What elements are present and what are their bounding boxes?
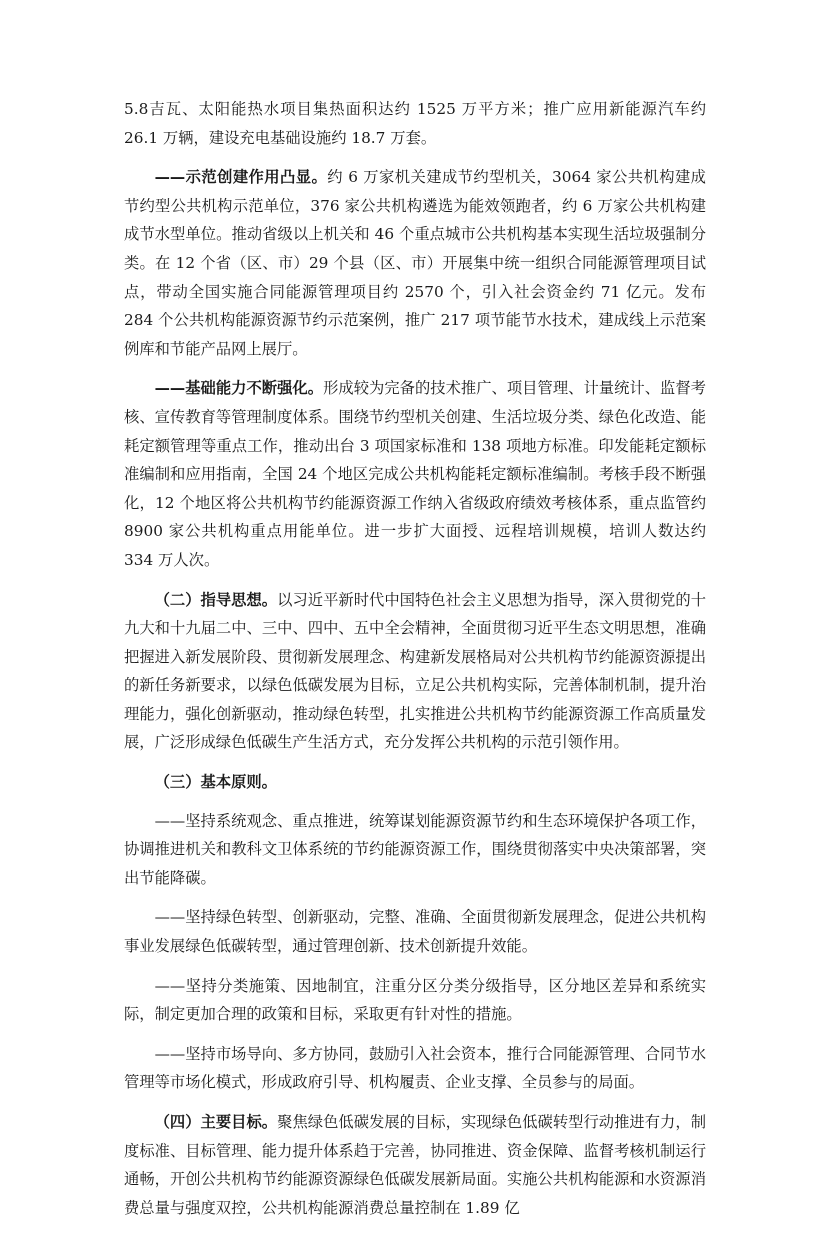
paragraph-lead: （四）主要目标。 <box>154 1113 278 1131</box>
paragraph-text: 聚焦绿色低碳发展的目标，实现绿色低碳转型行动推进有力，制度标准、目标管理、能力提升体系趋于完善，协同推进、资金保障、监督考核机制运行通畅，开创公共机构节约能源资源绿色低碳发展新局面。实施公共机构能源和水资源消费总量与强度双控，公共机构能源消费总量控制在 1.89 亿 <box>124 1113 706 1217</box>
document-body <box>124 95 706 1233</box>
paragraph-text: 约 6 万家机关建成节约型机关，3064 家公共机构建成节约型公共机构示范单位，376 家公共机构遴选为能效领跑者，约 6 万家公共机构建成节水型单位。推动省级以上机关和 46 个重点城市公共机构基本实现生活垃圾强制分类。在 12 个省（区、市）29 个县（区、市）开展集中统一组织合同能源管理项目试点，带动全国实施合同能源管理项目约 2570 个，引入社会资金约 71 亿元。发布 284 个公共机构能源资源节约示范案例，推广 217 项节能节水技术，建成线上示范案例库和节能产品网上展厅。 <box>124 168 706 358</box>
paragraph-text: 形成较为完备的技术推广、项目管理、计量统计、监督考核、宣传教育等管理制度体系。围绕节约型机关创建、生活垃圾分类、绿色化改造、能耗定额管理等重点工作，推动出台 3 项国家标准和 138 项地方标准。印发能耗定额标准编制和应用指南，全国 24 个地区完成公共机构能耗定额标准编制。考核手段不断强化，12 个地区将公共机构节约能源资源工作纳入省级政府绩效考核体系，重点监管约 8900 家公共机构重点用能单位。进一步扩大面授、远程培训规模，培训人数达约 334 万人次。 <box>124 379 706 569</box>
paragraph-principle-systematic <box>124 807 706 893</box>
paragraph-demonstration <box>124 163 706 363</box>
paragraph-principle-classified <box>124 972 706 1029</box>
paragraph-lead: ——示范创建作用凸显。 <box>154 168 328 187</box>
section-heading-basic-principles <box>124 768 706 797</box>
paragraph-lead: （二）指导思想。 <box>154 590 278 609</box>
paragraph-main-goals <box>124 1108 706 1222</box>
paragraph-guiding-ideology <box>124 586 706 758</box>
paragraph-text: ——坚持分类施策、因地制宜，注重分区分类分级指导，区分地区差异和系统实际，制定更加合理的政策和目标，采取更有针对性的措施。 <box>124 976 706 1024</box>
paragraph-renewable-figures <box>124 95 706 152</box>
paragraph-text: 5.8吉瓦、太阳能热水项目集热面积达约 1525 万平方米；推广应用新能源汽车约 26.1 万辆，建设充电基础设施约 18.7 万套。 <box>124 100 706 147</box>
paragraph-lead: （三）基本原则。 <box>154 773 277 792</box>
paragraph-principle-green <box>124 903 706 960</box>
paragraph-basic-capacity <box>124 374 706 574</box>
paragraph-text: ——坚持绿色转型、创新驱动，完整、准确、全面贯彻新发展理念，促进公共机构事业发展绿色低碳转型，通过管理创新、技术创新提升效能。 <box>124 908 706 956</box>
paragraph-text: 以习近平新时代中国特色社会主义思想为指导，深入贯彻党的十九大和十九届二中、三中、四中、五中全会精神，全面贯彻习近平生态文明思想，准确把握进入新发展阶段、贯彻新发展理念、构建新发展格局对公共机构节约能源资源提出的新任务新要求，以绿色低碳发展为目标，立足公共机构实际，完善体制机制，提升治理能力，强化创新驱动，推动绿色转型，扎实推进公共机构节约能源资源工作高质量发展，广泛形成绿色低碳生产生活方式，充分发挥公共机构的示范引领作用。 <box>124 590 706 752</box>
paragraph-text: ——坚持系统观念、重点推进，统筹谋划能源资源节约和生态环境保护各项工作，协调推进机关和教科文卫体系统的节约能源资源工作，围绕贯彻落实中央决策部署，突出节能降碳。 <box>124 811 706 887</box>
paragraph-text: ——坚持市场导向、多方协同，鼓励引入社会资本，推行合同能源管理、合同节水管理等市场化模式，形成政府引导、机构履责、企业支撑、全员参与的局面。 <box>124 1044 706 1092</box>
paragraph-principle-market <box>124 1040 706 1097</box>
paragraph-lead: ——基础能力不断强化。 <box>154 379 324 398</box>
